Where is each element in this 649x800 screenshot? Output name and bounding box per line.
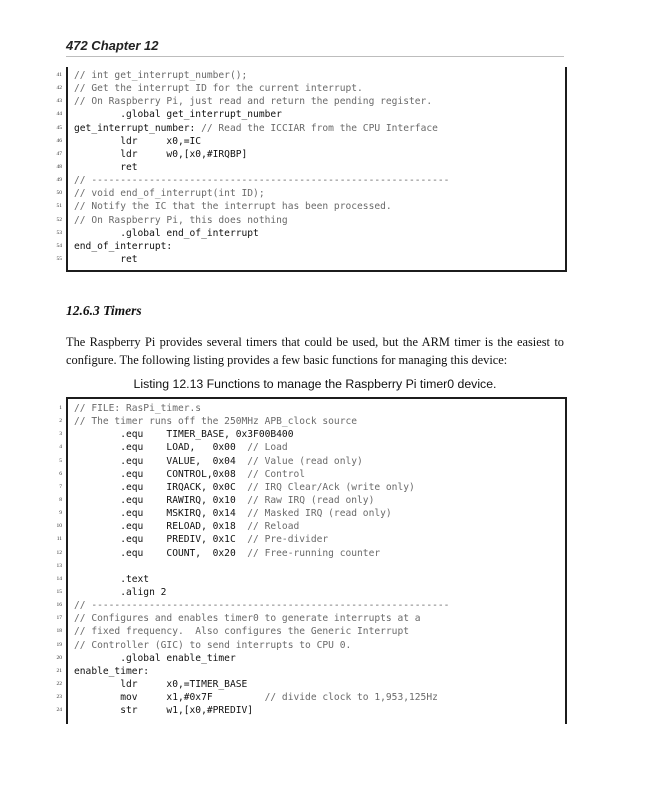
code-instruction: .equ RAWIRQ, 0x10 [74,494,248,506]
code-line [56,652,565,665]
code-instruction: .equ VALUE, 0x04 [74,455,248,467]
line-number: 12 [56,549,62,556]
line-number: 14 [56,575,62,582]
code-instruction: .text [74,573,150,585]
code-line [56,82,565,95]
code-instruction: ret [74,161,138,173]
line-number: 23 [56,694,62,701]
line-number: 55 [56,255,62,262]
code-line [56,161,565,174]
line-number: 18 [56,628,62,635]
code-comment: // On Raspberry Pi, just read and return the pending register. [74,96,433,108]
code-comment: // fixed frequency. Also configures the Generic Interrupt [74,626,410,638]
line-number: 48 [56,163,62,170]
code-instruction: .equ IRQACK, 0x0C [74,481,248,493]
code-text [74,639,351,652]
code-text [74,455,363,468]
code-line [59,468,565,481]
code-text [74,82,363,95]
line-number: 6 [59,470,62,477]
code-line [59,428,565,441]
code-comment: // Control [247,468,306,480]
code-text [74,481,415,494]
code-text [74,599,449,612]
code-text [74,612,421,625]
line-number: 42 [56,85,62,92]
code-line [59,455,565,468]
line-number: 11 [56,536,62,543]
code-text [74,678,247,691]
code-line [56,533,565,546]
line-number: 3 [59,431,62,438]
code-instruction: .equ LOAD, 0x00 [74,442,248,454]
code-text [74,122,438,135]
code-line [56,227,565,240]
header-rule [66,56,564,57]
code-line [59,441,565,454]
code-text [74,507,392,520]
code-text [74,402,201,415]
code-text [74,95,432,108]
listing-caption: Listing 12.13 Functions to manage the Raspberry Pi timer0 device. [133,377,497,391]
code-comment: // IRQ Clear/Ack (write only) [247,481,415,493]
code-line [56,214,565,227]
code-text [74,533,328,546]
code-comment: // -------------------------------------------------------------- [74,600,450,612]
code-text [74,148,247,161]
code-comment: // Notify the IC that the interrupt has been processed. [74,201,392,213]
code-line [56,599,565,612]
code-instruction: ldr x0,=TIMER_BASE [74,678,248,690]
code-line [59,494,565,507]
code-text [74,704,253,717]
code-instruction: .equ RELOAD, 0x18 [74,521,248,533]
code-comment: // divide clock to 1,953,125Hz [264,692,438,704]
code-line [56,625,565,638]
code-text [74,428,294,441]
code-line [56,547,565,560]
line-number: 43 [56,98,62,105]
code-instruction: enable_timer: [74,665,150,677]
line-number: 16 [56,602,62,609]
code-instruction: get_interrupt_number: [74,122,202,134]
line-number: 19 [56,641,62,648]
code-instruction: str w1,[x0,#PREDIV] [74,705,254,717]
line-number: 52 [56,216,62,223]
line-number: 24 [56,707,62,714]
code-comment: // Value (read only) [247,455,363,467]
code-line [56,174,565,187]
line-number: 46 [56,137,62,144]
code-text [74,691,438,704]
code-comment: // On Raspberry Pi, this does nothing [74,214,288,226]
code-line [56,573,565,586]
code-comment: // Free-running counter [247,547,381,559]
code-instruction: .global enable_timer [74,652,236,664]
code-text [74,665,149,678]
code-comment: // Pre-divider [247,534,329,546]
line-number: 9 [59,510,62,517]
code-instruction: ret [74,253,138,265]
code-comment: // Get the interrupt ID for the current interrupt. [74,83,363,95]
line-number: 41 [56,72,62,78]
line-number: 4 [59,444,62,451]
code-text [74,494,374,507]
code-text [74,625,409,638]
line-number: 51 [56,203,62,210]
code-text [74,573,149,586]
line-number: 7 [59,483,62,490]
line-number: 5 [59,457,62,464]
code-line [56,520,565,533]
line-number: 53 [56,229,62,236]
code-text [74,415,357,428]
code-comment: // int get_interrupt_number(); [74,70,248,81]
line-number: 54 [56,242,62,249]
line-number: 15 [56,588,62,595]
line-number: 2 [59,418,62,425]
code-instruction: .equ COUNT, 0x20 [74,547,248,559]
code-comment: // Read the ICCIAR from the CPU Interface [201,122,438,134]
line-number: 20 [56,654,62,661]
code-line [56,95,565,108]
code-text [74,520,299,533]
code-text [74,441,288,454]
code-line [56,148,565,161]
code-line [56,665,565,678]
line-number: 1 [59,405,62,411]
line-number: 10 [56,523,62,530]
code-line [56,122,565,135]
code-text [74,174,449,187]
code-comment: // void end_of_interrupt(int ID); [74,188,265,200]
code-listing-timer [56,397,567,724]
line-number: 47 [56,150,62,157]
code-comment: // Load [247,442,288,454]
code-text [74,200,392,213]
code-line [56,691,565,704]
code-instruction: end_of_interrupt: [74,240,173,252]
code-text [74,135,201,148]
code-text [74,108,282,121]
code-instruction: .equ MSKIRQ, 0x14 [74,508,248,520]
code-line [56,586,565,599]
code-text [74,214,288,227]
line-number: 45 [56,124,62,131]
code-text [74,69,247,82]
code-comment: // Reload [247,521,300,533]
line-number: 21 [56,667,62,674]
section-heading: 12.6.3 Timers [66,303,142,318]
code-instruction: ldr x0,=IC [74,135,202,147]
code-comment: // Raw IRQ (read only) [247,494,375,506]
code-line [56,560,565,573]
code-text [74,586,166,599]
code-line [56,612,565,625]
line-number: 44 [56,111,62,118]
code-instruction: .global get_interrupt_number [74,109,282,121]
line-number: 50 [56,190,62,197]
code-text [74,187,265,200]
code-text [74,547,380,560]
code-text [74,253,138,266]
code-line [56,108,565,121]
code-line [56,240,565,253]
code-instruction: .equ PREDIV, 0x1C [74,534,248,546]
code-line [59,507,565,520]
code-comment: // Configures and enables timer0 to generate interrupts at a [74,613,421,625]
line-number: 8 [59,496,62,503]
code-line [56,253,565,266]
code-line [56,135,565,148]
line-number: 17 [56,615,62,622]
code-text [74,652,236,665]
code-line [56,187,565,200]
line-number: 49 [56,177,62,184]
code-instruction: .equ CONTROL,0x08 [74,468,248,480]
code-line [59,402,565,415]
code-text [74,240,172,253]
code-text [74,468,305,481]
body-paragraph: The Raspberry Pi provides several timers that could be used, but the ARM timer is the easiest to configure. The following listing provides a few basic functions for managing this device: [66,335,564,367]
code-line [56,69,565,82]
code-instruction: .equ TIMER_BASE, 0x3F00B400 [74,429,294,441]
code-listing-interrupts [56,67,567,272]
code-text [74,161,138,174]
code-line [56,200,565,213]
page-header: 472 Chapter 12 [66,38,159,53]
code-comment: // The timer runs off the 250MHz APB_clock source [74,416,358,428]
code-line [59,415,565,428]
code-comment: // Controller (GIC) to send interrupts to CPU 0. [74,639,352,651]
line-number: 22 [56,680,62,687]
code-line [56,704,565,717]
code-comment: // FILE: RasPi_timer.s [74,403,202,414]
code-instruction: ldr w0,[x0,#IRQBP] [74,148,248,160]
line-number: 13 [56,562,62,569]
code-text [74,227,259,240]
code-line [56,639,565,652]
code-instruction: .global end_of_interrupt [74,227,259,239]
code-comment: // Masked IRQ (read only) [247,508,392,520]
code-line [56,678,565,691]
code-instruction: .align 2 [74,586,167,598]
code-instruction: mov x1,#0x7F [74,692,265,704]
code-line [59,481,565,494]
code-comment: // -------------------------------------------------------------- [74,175,450,187]
